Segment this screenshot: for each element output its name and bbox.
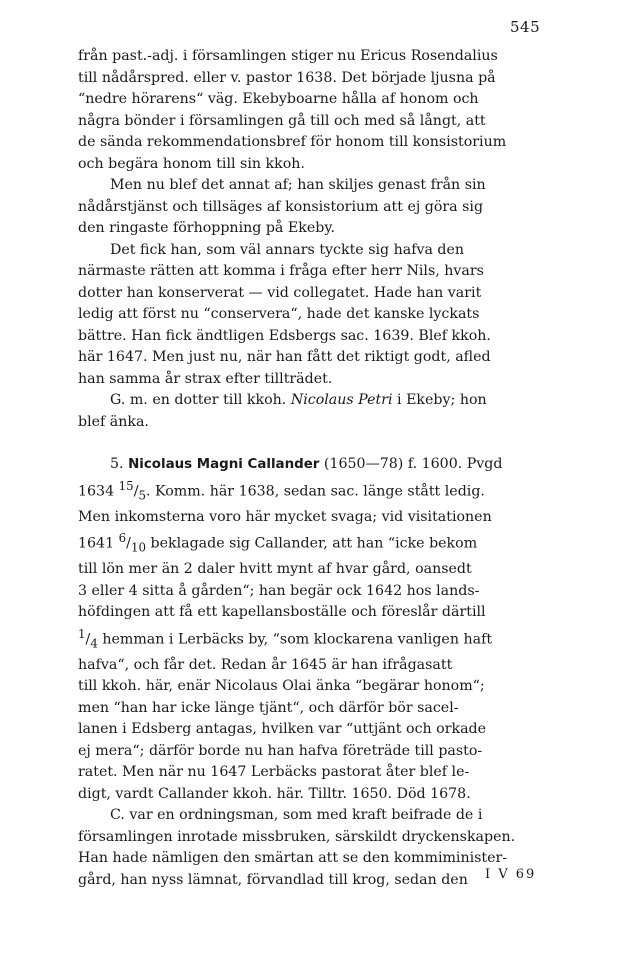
fraction-num: 15 — [118, 478, 134, 493]
text-line: ledig att först nu “conservera“, hade det kanske lyckats — [78, 306, 480, 322]
text-run: till lön mer än 2 daler hvitt mynt af hvar gård, oansedt — [78, 561, 472, 578]
fraction-den: 5 — [138, 488, 146, 503]
text-run: G. m. en dotter till kkoh. — [110, 392, 287, 408]
paragraph — [78, 390, 556, 433]
text-line: till nådårspred. eller v. pastor 1638. Det började ljusna på — [78, 69, 496, 86]
text-line: Det fick han, som väl annars tyckte sig hafva den — [110, 241, 465, 258]
text-run: . Komm. här 1638, sedan sac. länge stått ledig. — [146, 483, 485, 500]
text-run: hafva“, och får det. Redan år 1645 är han ifrågasatt — [78, 656, 453, 673]
text-line: “nedre hörarens“ väg. Ekebyboarne hålla af honom och — [78, 91, 479, 107]
page-number: 545 — [510, 18, 541, 36]
text-line: och begära honom till sin kkoh. — [78, 155, 305, 172]
text-line: Men nu blef det annat af; han skiljes genast från sin — [110, 177, 486, 193]
text-line: C. var en ordningsman, som med kraft beifrade de i — [110, 807, 483, 824]
text-run: till kkoh. här, enär Nicolaus Olai änka “begärar honom“; — [78, 678, 485, 695]
text-line: här 1647. Men just nu, när han fått det riktigt godt, afled — [78, 349, 491, 365]
text-run: ratet. Men när nu 1647 Lerbäcks pastorat åter blef le- — [78, 764, 470, 781]
paragraph — [78, 175, 556, 240]
text-run: hemman i Lerbäcks by, “som klockarena vanligen haft — [102, 631, 493, 648]
text-line: gård, han nyss lämnat, förvandlad till krog, sedan den — [78, 871, 468, 888]
text-line: dotter han konserverat — vid collegatet. Hade han varit — [78, 284, 482, 301]
text-line: några bönder i församlingen gå till och med så långt, att — [78, 112, 486, 129]
text-run: 1641 — [78, 535, 115, 552]
text-run: lanen i Edsberg antagas, hvilken var “uttjänt och orkade — [78, 721, 487, 738]
body-text — [78, 46, 556, 891]
text-line: nådårstjänst och tillsäges af konsistorium att ej göra sig — [78, 198, 484, 215]
fraction-num: 1 — [78, 626, 86, 641]
text-line: de sända rekommendationsbref för honom till konsistorium — [78, 134, 507, 150]
paragraph — [78, 46, 556, 175]
text-line: från past.-adj. i församlingen stiger nu Ericus Rosendalius — [78, 48, 498, 64]
entry-paragraph: 5. Nicolaus Magni Callander (1650—78) f. 1600. Pvgd 1634 $^{15}/_5$. Komm. här 1638, sedan sac. länge stått ledig. Men inkomsterna voro här mycket svaga; vid visitationen 1641 $^6/_{10}$ beklagade sig Callander, att han “icke bekom till lön mer än 2 daler hvitt mynt af hvar gård, oansedt 3 eller 4 sitta å gården“; han begär ock 1642 hos lands- höfdingen att få ett kapellansboställe och föreslår därtill $^1/_4$ hemman i Lerbäcks by, “som klockarena vanligen haft hafva“, och får det. Redan år 1645 är han ifrågasatt till kkoh. här, enär Nicolaus Olai änka “begärar honom“; men “han har icke länge tjänt“, och därför bör sacel- lanen i Edsberg antagas, hvilken var “uttjänt och orkade ej mera“; därför borde nu han hafva företräde till pasto- ratet. Men när nu 1647 Lerbäcks pastorat åter blef le- digt, vardt Callander kkoh. här. Tilltr. 1650. Död 1678. — [78, 456, 503, 802]
text-line: bättre. Han fick ändtligen Edsbergs sac. 1639. Blef kkoh. — [78, 327, 491, 344]
text-run: 3 eller 4 sitta å gården“; han begär ock 1642 hos lands- — [78, 582, 480, 599]
text-line: Han hade nämligen den smärtan att se den kommiminister- — [78, 850, 508, 867]
paragraph — [78, 240, 556, 391]
fraction-den: 4 — [90, 636, 98, 651]
text-run: ej mera“; därför borde nu han hafva företräde till pasto- — [78, 742, 483, 759]
entry-number: 5. — [110, 456, 124, 472]
text-line: församlingen inrotade missbruken, särskildt dryckenskapen. — [78, 828, 516, 845]
entry-name: Nicolaus Magni Callander — [128, 457, 320, 472]
text-run: 1634 — [78, 483, 115, 500]
text-run: (1650—78) f. 1600. Pvgd — [323, 456, 503, 472]
text-line: närmaste rätten att komma i fråga efter herr Nils, hvars — [78, 263, 484, 279]
text-run: höfdingen att få ett kapellansboställe och föreslår därtill — [78, 604, 486, 621]
text-run: blef änka. — [78, 413, 149, 430]
text-run: beklagade sig Callander, att han “icke bekom — [150, 535, 478, 552]
text-run: men “han har icke länge tjänt“, och därför bör sacel- — [78, 699, 459, 716]
text-run: digt, vardt Callander kkoh. här. Tilltr. 1650. Död 1678. — [78, 785, 471, 802]
text-line: han samma år strax efter tillträdet. — [78, 370, 333, 387]
text-run: Men inkomsterna voro här mycket svaga; vid visitationen — [78, 508, 492, 525]
fraction-num: 6 — [118, 531, 127, 546]
text-line: den ringaste förhoppning på Ekeby. — [78, 220, 335, 236]
text-run: i Ekeby; hon — [397, 392, 487, 408]
fraction-den: 10 — [130, 540, 146, 555]
italic-name: Nicolaus Petri — [290, 392, 393, 408]
printer-signature: I V 69 — [485, 867, 537, 882]
